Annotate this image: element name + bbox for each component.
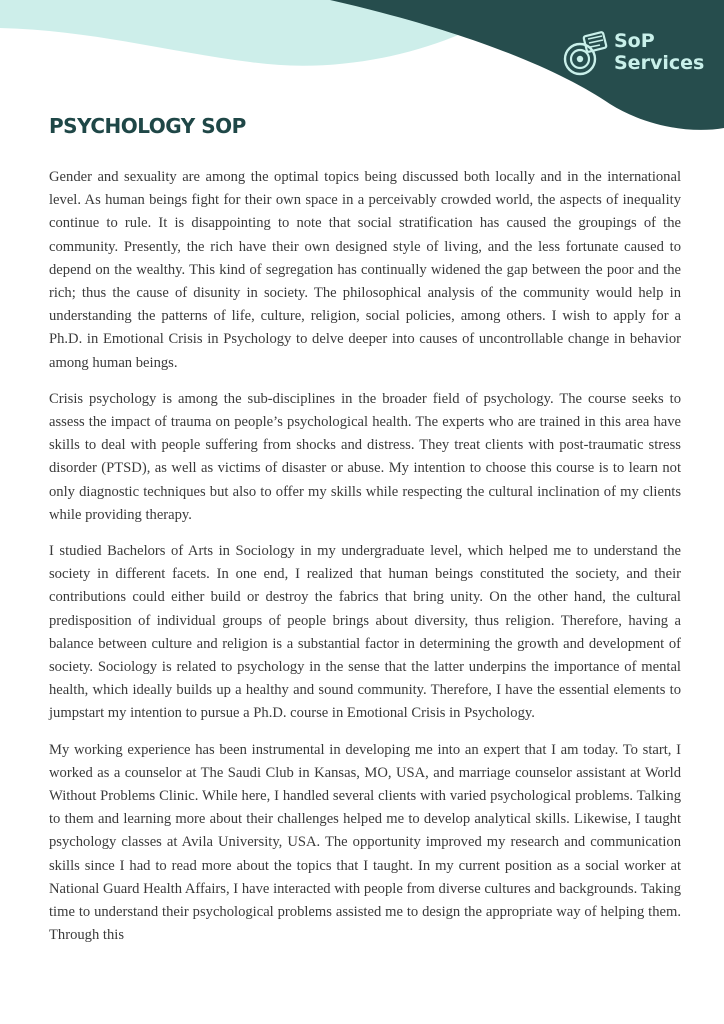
paragraph-4: My working experience has been instrumental in developing me into an expert that I am today. To start, I worked as a counselor at The Saudi Club in Kansas, MO, USA, and marriage counselor assistant at World Without Problems Clinic. While here, I handled several clients with varied psychological problems. Talking to them and learning more about their challenges helped me to develop analytical skills. Likewise, I taught psychology classes at Avila University, USA. The opportunity improved my research and communication skills since I had to read more about the topics that I taught. In my current position as a social worker at National Guard Health Affairs, I have interacted with people from diverse cultures and backgrounds. Taking time to understand their psychological problems assisted me to design the appropriate way of helping them. Through this: [49, 741, 681, 944]
paragraph-3: I studied Bachelors of Arts in Sociology in my undergraduate level, which helped me to understand the society in different facets. In one end, I realized that human beings constituted the society, and their contributions could either build or destroy the fabrics that bring unity. On the other hand, the cultural predisposition of individual groups of people brings about diversity, thus religion. Therefore, having a balance between culture and religion is a substantial factor in determining the growth and development of society. Sociology is related to psychology in the sense that the latter underpins the importance of mental health, which ideally builds up a healthy and sound community. Therefore, I have the essential elements to jumpstart my intention to pursue a Ph.D. course in Emotional Crisis in Psychology.: [49, 543, 681, 722]
logo-text-line2: Services: [614, 52, 705, 74]
page-title: PSYCHOLOGY SOP: [49, 114, 246, 138]
paragraph-1: Gender and sexuality are among the optimal topics being discussed both locally and in the international level. As human beings fight for their own space in a perceivably crowded world, the aspects of inequality continue to rule. It is disappointing to note that social stratification has caused the groupings of the community. Presently, the rich have their own designed style of living, and the less fortunate caused to depend on the wealthy. This kind of segregation has continually widened the gap between the poor and the rich; thus the cause of disunity in society. The philosophical analysis of the community would help in understanding the patterns of life, culture, religion, social policies, among others. I wish to apply for a Ph.D. in Emotional Crisis in Psychology to delve deeper into causes of uncontrollable change in behavior among human beings.: [49, 169, 681, 371]
logo-mark-icon: [560, 28, 612, 80]
document-body: [49, 166, 681, 961]
logo-text: [614, 30, 704, 74]
paragraph-2: Crisis psychology is among the sub-disciplines in the broader field of psychology. The course seeks to assess the impact of trauma on people’s psychological health. The experts who are trained in this area have skills to deal with people suffering from shocks and distress. They treat clients with post-traumatic stress disorder (PTSD), as well as victims of disaster or abuse. My intention to choose this course is to learn not only diagnostic techniques but also to offer my skills while respecting the cultural inclination of my clients while providing therapy.: [49, 390, 681, 523]
logo-text-line1: SoP: [614, 30, 655, 52]
sop-services-logo: [560, 28, 705, 84]
